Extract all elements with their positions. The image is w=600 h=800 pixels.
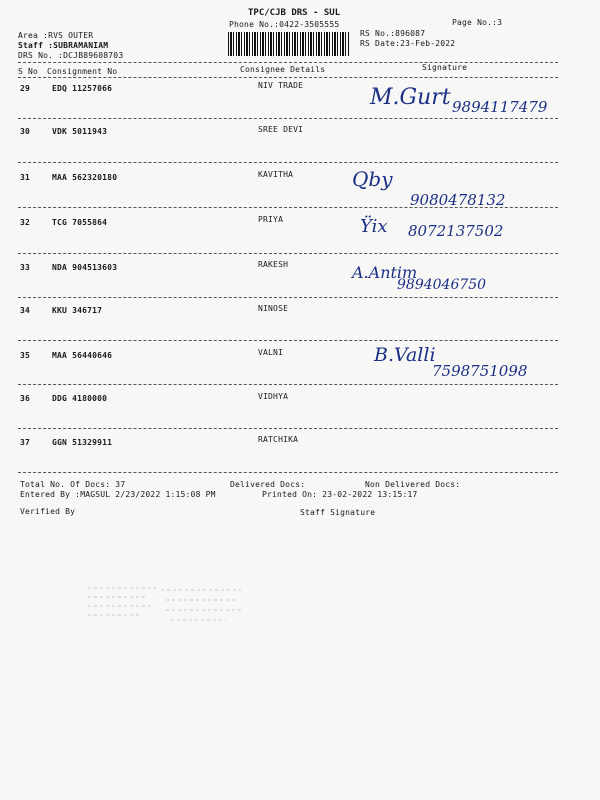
divider: [18, 384, 558, 385]
staff-label: Staff :SUBRAMANIAM: [18, 41, 109, 50]
handwritten-signature: A.Antim: [352, 263, 418, 282]
rs-date: RS Date:23-Feb-2022: [360, 39, 456, 48]
row-consignment: VDK 5011943: [52, 127, 108, 136]
divider: [18, 340, 558, 341]
barcode: [228, 32, 350, 56]
handwritten-phone: 7598751098: [432, 362, 528, 380]
row-consignment: KKU 346717: [52, 306, 103, 315]
row-consignee: KAVITHA: [258, 170, 294, 179]
divider: [18, 428, 558, 429]
row-consignee: VIDHYA: [258, 392, 289, 401]
row-consignment: MAA 562320180: [52, 173, 118, 182]
row-consignee: SREE DEVI: [258, 125, 304, 134]
phone-number: Phone No.:0422-3505555: [229, 20, 340, 29]
column-header-sno: S No: [18, 67, 39, 76]
delivered-docs: Delivered Docs:: [230, 480, 306, 489]
row-consignee: PRIYA: [258, 215, 284, 224]
document-title: TPC/CJB DRS - SUL: [248, 8, 341, 18]
handwritten-phone: 9080478132: [410, 191, 506, 209]
total-docs: Total No. Of Docs: 37: [20, 480, 126, 489]
row-sno: 30: [20, 127, 31, 136]
row-sno: 35: [20, 351, 31, 360]
handwritten-phone: 9894046750: [397, 277, 487, 293]
non-delivered-docs: Non Delivered Docs:: [365, 480, 461, 489]
entered-by: Entered By :MAGSUL 2/23/2022 1:15:08 PM: [20, 490, 216, 499]
row-sno: 37: [20, 438, 31, 447]
divider: [18, 77, 558, 78]
handwritten-phone: 9894117479: [452, 98, 548, 116]
row-sno: 32: [20, 218, 31, 227]
row-consignee: NINOSE: [258, 304, 289, 313]
row-consignment: TCG 7055864: [52, 218, 108, 227]
handwritten-signature: M.Gurt: [370, 85, 451, 110]
handwritten-phone: 8072137502: [408, 222, 504, 240]
rs-number: RS No.:896087: [360, 29, 426, 38]
divider: [18, 207, 558, 208]
verified-by: Verified By: [20, 507, 76, 516]
printed-on: Printed On: 23-02-2022 13:15:17: [262, 490, 418, 499]
page-number: Page No.:3: [452, 18, 503, 27]
handwritten-signature: B.Valli: [374, 344, 436, 366]
column-header-consignee: Consignee Details: [240, 65, 326, 74]
row-consignment: MAA 56440646: [52, 351, 113, 360]
row-sno: 33: [20, 263, 31, 272]
row-sno: 31: [20, 173, 31, 182]
faded-stamp: [86, 582, 246, 624]
divider: [18, 162, 558, 163]
handwritten-signature: Qby: [352, 167, 393, 191]
handwritten-signature: Ÿix: [360, 216, 388, 237]
divider: [18, 62, 558, 63]
row-consignee: NIV TRADE: [258, 81, 304, 90]
column-header-consignment: Consignment No: [47, 67, 118, 76]
row-consignment: GGN 51329911: [52, 438, 113, 447]
row-sno: 36: [20, 394, 31, 403]
row-consignment: NDA 904513603: [52, 263, 118, 272]
divider: [18, 253, 558, 254]
row-sno: 29: [20, 84, 31, 93]
row-sno: 34: [20, 306, 31, 315]
staff-signature: Staff Signature: [300, 508, 376, 517]
row-consignment: EDQ 11257066: [52, 84, 113, 93]
row-consignee: VALNI: [258, 348, 284, 357]
column-header-signature: Signature: [422, 63, 468, 72]
area-label: Area :RVS OUTER: [18, 31, 94, 40]
divider: [18, 297, 558, 298]
divider: [18, 472, 558, 473]
drs-number: DRS No. :DCJB89608703: [18, 51, 124, 60]
row-consignee: RAKESH: [258, 260, 289, 269]
row-consignment: DDG 4180000: [52, 394, 108, 403]
row-consignee: RATCHIKA: [258, 435, 299, 444]
divider: [18, 118, 558, 119]
